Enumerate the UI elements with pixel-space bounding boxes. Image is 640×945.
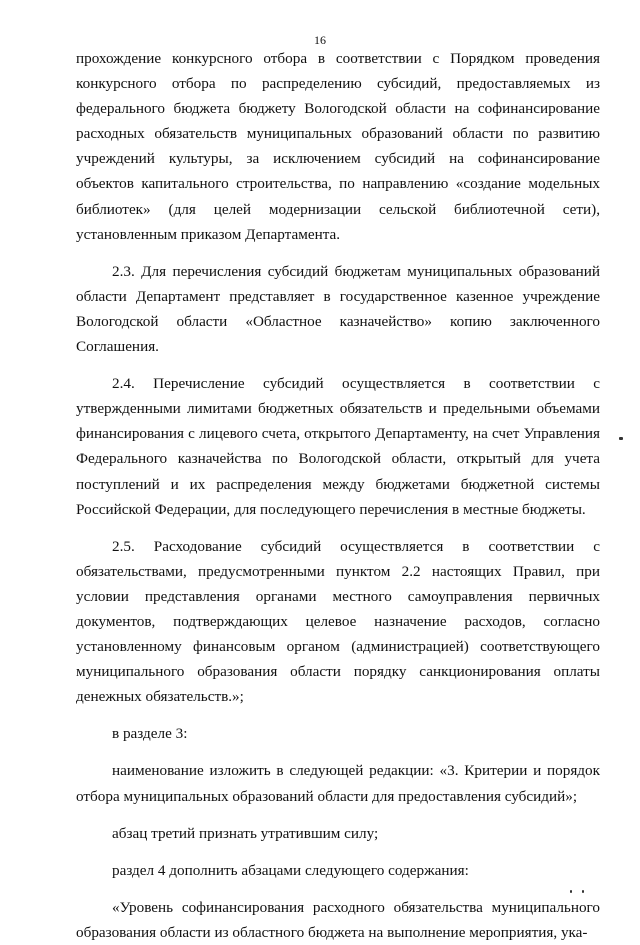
paragraph-cofinancing: «Уровень софинансирования расходного обязательства муниципального образования области из областного бюджета на выполнение мероприятия, ука- — [76, 898, 600, 941]
scan-mark — [582, 890, 584, 893]
paragraph-continuation: прохождение конкурсного отбора в соответствии с Порядком проведения конкурсного отбора по распределению субсидий, предоставляемых из федерального бюджета бюджету Вологодской области на софинансирование расходных обязательств муниципальных образований области по развитию учреждений культуры, за исключением субсидий на софинансирование объектов капитального строительства, по направлению «создание модельных библиотек» (для целей модернизации сельской библиотечной сети), установленным приказом Департамента. — [76, 50, 600, 243]
scan-mark — [619, 437, 623, 440]
scan-mark — [570, 890, 572, 893]
paragraph-section-4: раздел 4 дополнить абзацами следующего содержания: — [112, 861, 469, 879]
paragraph-name-change: наименование изложить в следующей редакции: «3. Критерии и порядок отбора муниципальных образований области для предоставления субсидий»; — [76, 762, 600, 805]
document-body — [76, 46, 600, 945]
paragraph-2-4: 2.4. Перечисление субсидий осуществляется в соответствии с утвержденными лимитами бюджетных обязательств и предельными объемами финансирования с лицевого счета, открытого Департаменту, на счет Управления Федерального казначейства по Вологодской области, открытый для учета поступлений и их распределения между бюджетами бюджетной системы Российской Федерации, для последующего перечисления в местные бюджеты. — [76, 375, 600, 518]
paragraph-2-5: 2.5. Расходование субсидий осуществляется в соответствии с обязательствами, предусмотренными пунктом 2.2 настоящих Правил, при условии представления органами местного самоуправления первичных документов, подтверждающих целевое назначение расходов, согласно установленному финансовым органом (администрацией) соответствующего муниципального образования области порядку санкционирования оплаты денежных обязательств.»; — [76, 537, 600, 706]
paragraph-section-3: в разделе 3: — [112, 725, 188, 743]
paragraph-2-3: 2.3. Для перечисления субсидий бюджетам муниципальных образований области Департамент представляет в государственное казенное учреждение Вологодской области «Областное казначейство» копию заключенного Соглашения. — [76, 262, 600, 356]
paragraph-abzac-repeal: абзац третий признать утратившим силу; — [112, 824, 379, 842]
page-number: 16 — [314, 33, 326, 47]
